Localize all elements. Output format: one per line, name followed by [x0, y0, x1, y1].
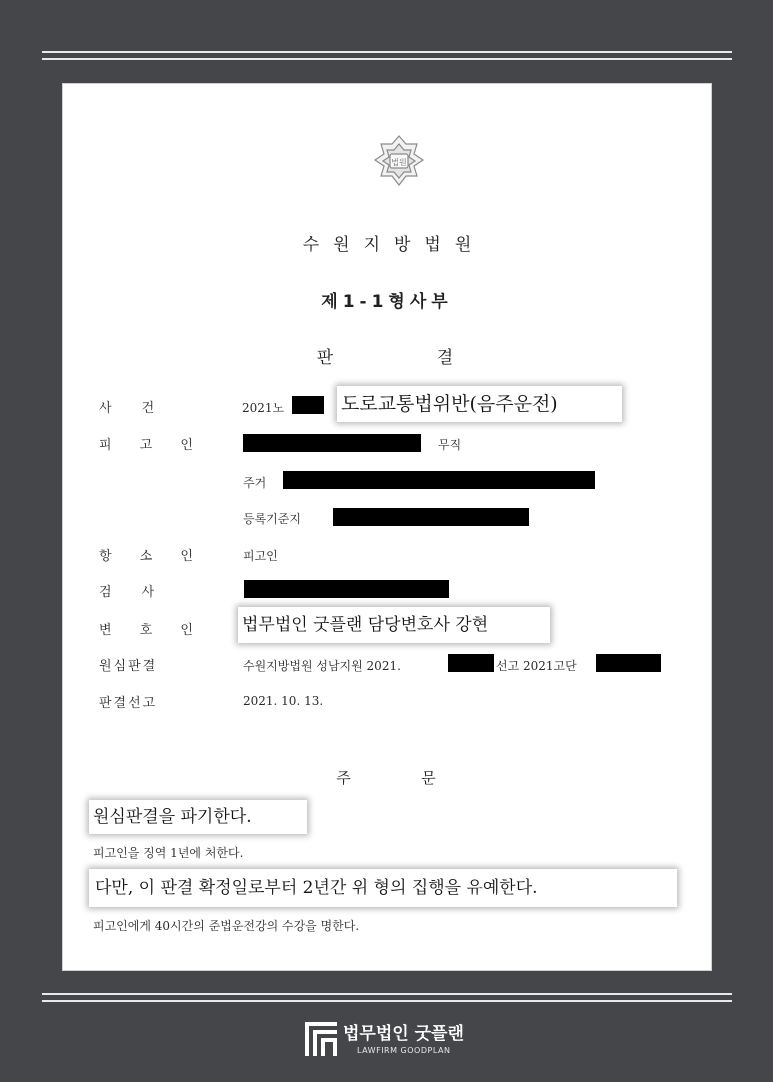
bottom-rule-1	[42, 993, 732, 995]
court-emblem-icon	[367, 130, 431, 192]
firm-logo-icon	[305, 1022, 337, 1056]
prosecutor-label: 검사	[99, 585, 155, 600]
verdict-date-label: 판결선고	[99, 696, 158, 711]
firm-logo-subtitle: LAWFIRM GOODPLAN	[357, 1046, 451, 1055]
address-label: 주거	[243, 476, 267, 490]
counsel-label: 변 호 인	[99, 623, 205, 638]
redaction-prosecutor	[244, 580, 449, 598]
order-line-4: 피고인에게 40시간의 준법운전강의 수강을 명한다.	[93, 919, 360, 933]
top-rule-1	[42, 51, 732, 53]
firm-logo	[305, 1018, 485, 1062]
case-number-prefix: 2021노	[242, 401, 285, 415]
order-heading: 주 문	[336, 769, 438, 787]
top-rule-2	[42, 58, 732, 60]
judgment-document	[62, 83, 712, 971]
original-judgment-mid: 선고 2021고단	[496, 659, 577, 673]
defendant-occupation: 무직	[438, 438, 462, 452]
court-name: 수원지방법원	[302, 235, 486, 255]
counsel-highlight: 법무법인 굿플랜 담당변호사 강현	[238, 607, 550, 643]
redaction-original-date	[448, 654, 494, 672]
redaction-registry	[333, 508, 529, 526]
appellant-value: 피고인	[243, 549, 278, 563]
order-line-2: 피고인을 징역 1년에 처한다.	[93, 846, 244, 860]
order-line-3-highlight: 다만, 이 판결 확정일로부터 2년간 위 형의 집행을 유예한다.	[89, 869, 677, 907]
bottom-rule-2	[42, 1000, 732, 1002]
division-name: 제1-1형사부	[321, 292, 453, 312]
order-line-1-highlight: 원심판결을 파기한다.	[89, 800, 307, 834]
firm-logo-name: 법무법인 굿플랜	[343, 1024, 464, 1044]
verdict-date-value: 2021. 10. 13.	[243, 694, 324, 708]
svg-text:법원: 법원	[391, 158, 407, 167]
defendant-label: 피 고 인	[99, 438, 205, 453]
case-name-highlight: 도로교통법위반(음주운전)	[337, 386, 622, 422]
redaction-original-case	[596, 654, 661, 672]
document-title: 판 결	[316, 348, 458, 368]
original-judgment-court: 수원지방법원 성남지원 2021.	[243, 659, 401, 673]
case-label: 사건	[99, 401, 155, 416]
redaction-defendant-name	[243, 434, 421, 452]
redaction-case-number	[292, 396, 324, 414]
registry-label: 등록기준지	[243, 512, 301, 526]
original-judgment-label: 원심판결	[99, 659, 158, 674]
appellant-label: 항 소 인	[99, 549, 205, 564]
redaction-address	[283, 471, 595, 489]
